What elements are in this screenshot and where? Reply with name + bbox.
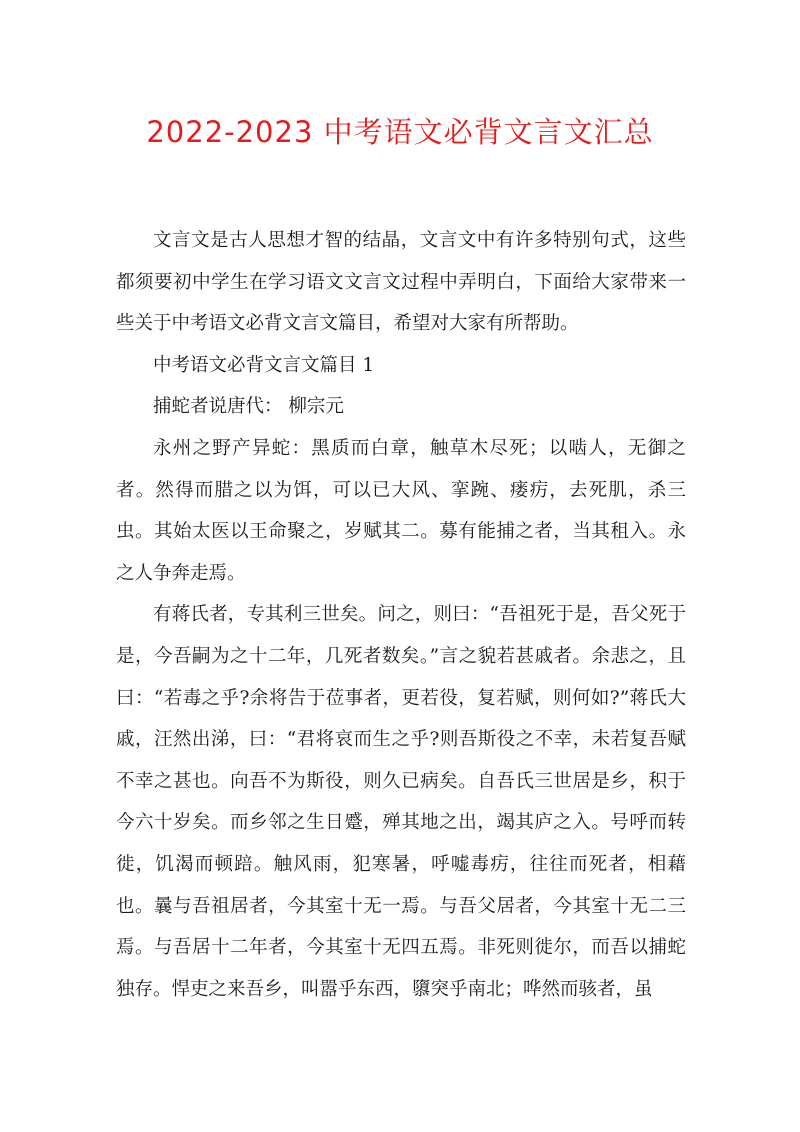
essay-paragraph-1: 永州之野产异蛇：黑质而白章，触草木尽死；以啮人，无御之者。然得而腊之以为饵，可以已大风、挛踠、瘘疠，去死肌，杀三虫。其始太医以王命聚之，岁赋其二。募有能捕之者，当其租入。永之人争奔走焉。 <box>116 437 686 584</box>
section-heading: 中考语文必背文言文篇目 1 <box>153 354 375 376</box>
intro-paragraph: 文言文是古人思想才智的结晶，文言文中有许多特别句式，这些都须要初中学生在学习语文文言文过程中弄明白，下面给大家带来一些关于中考语文必背文言文篇目，希望对大家有所帮助。 <box>116 230 686 335</box>
essay-title-author: 捕蛇者说唐代： 柳宗元 <box>153 396 344 418</box>
document-body <box>116 220 686 1010</box>
document-title: 2022-2023 中考语文必背文言文汇总 <box>146 115 654 149</box>
essay-paragraph-2: 有蒋氏者，专其利三世矣。问之，则曰：“吾祖死于是，吾父死于是，今吾嗣为之十二年，几死者数矣。”言之貌若甚戚者。余悲之，且曰：“若毒之乎?余将告于莅事者，更若役，复若赋，则何如?”蒋氏大戚，汪然出涕，曰：“君将哀而生之乎?则吾斯役之不幸，未若复吾赋不幸之甚也。向吾不为斯役，则久已病矣。自吾氏三世居是乡，积于今六十岁矣。而乡邻之生日蹙，殚其地之出，竭其庐之入。号呼而转徙，饥渴而顿踣。触风雨，犯寒暑，呼嘘毒疠，往往而死者，相藉也。曩与吾祖居者，今其室十无一焉。与吾父居者，今其室十无二三焉。与吾居十二年者，今其室十无四五焉。非死则徙尔，而吾以捕蛇独存。悍吏之来吾乡，叫嚣乎东西，隳突乎南北；哗然而骇者，虽 <box>116 604 686 1000</box>
